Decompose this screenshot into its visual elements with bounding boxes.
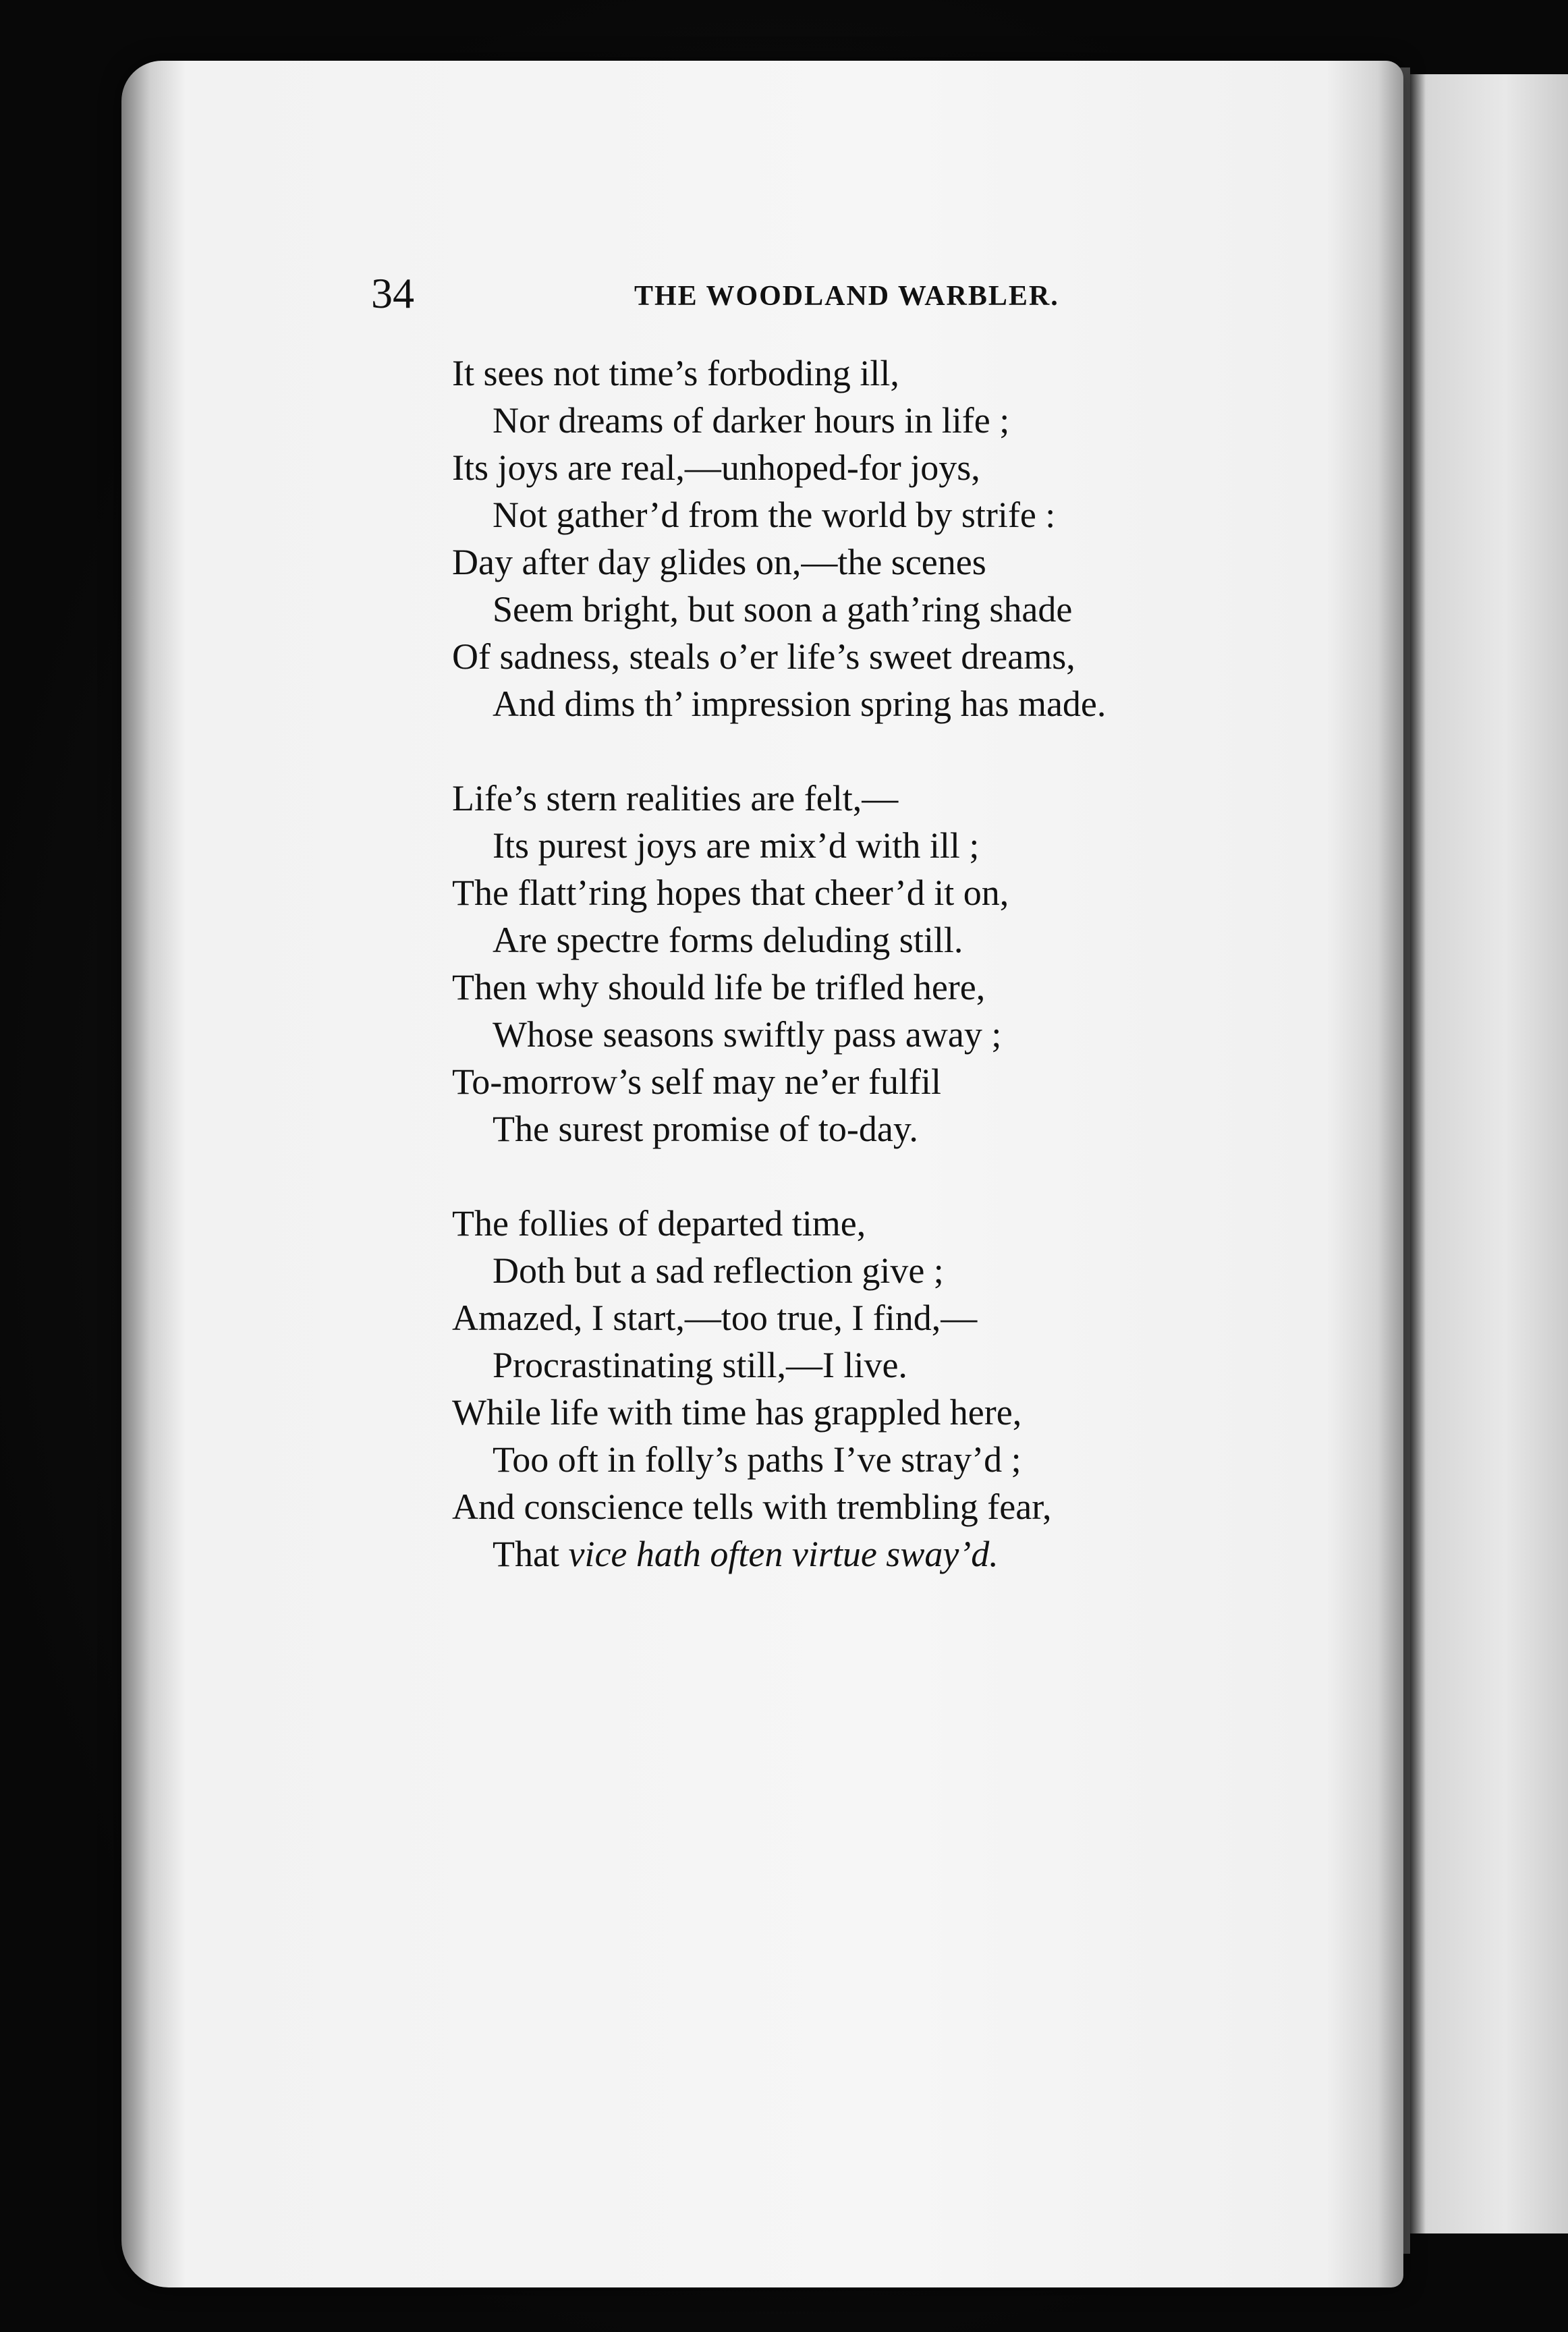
poem-line: Its joys are real,—unhoped-for joys,: [452, 447, 980, 488]
poem-line: Not gather’d from the world by strife :: [493, 495, 1056, 535]
poem-line: Too oft in folly’s paths I’ve stray’d ;: [493, 1439, 1021, 1480]
poem-line: Day after day glides on,—the scenes: [452, 542, 986, 582]
stanza-2: [452, 775, 1302, 1153]
final-line-prefix: That: [493, 1534, 569, 1574]
poem-body: [452, 350, 1302, 1625]
poem-line: And dims th’ impression spring has made.: [493, 684, 1107, 724]
poem-line: The surest promise of to-day.: [493, 1109, 918, 1149]
poem-line: Seem bright, but soon a gath’ring shade: [493, 589, 1073, 630]
page-header: [371, 263, 1174, 324]
poem-line: Life’s stern realities are felt,—: [452, 778, 899, 818]
running-title: THE WOODLAND WARBLER.: [634, 281, 1059, 312]
poem-line: Doth but a sad reflection give ;: [493, 1250, 944, 1291]
poem-line-final: [452, 1530, 1302, 1578]
final-line-italic: vice hath often virtue sway’d.: [568, 1534, 999, 1574]
poem-line: While life with time has grappled here,: [452, 1392, 1022, 1433]
poem-line: It sees not time’s forboding ill,: [452, 353, 899, 393]
poem-line: To-morrow’s self may ne’er fulfil: [452, 1061, 941, 1102]
poem-line: Nor dreams of darker hours in life ;: [493, 400, 1010, 441]
poem-line: Are spectre forms deluding still.: [493, 920, 963, 960]
poem-line: Procrastinating still,—I live.: [493, 1345, 907, 1385]
stanza-3: [452, 1200, 1302, 1578]
stanza-1: [452, 350, 1302, 727]
facing-page-edge: [1410, 74, 1568, 2233]
poem-line: The flatt’ring hopes that cheer’d it on,: [452, 872, 1009, 913]
poem-line: And conscience tells with trembling fear,: [452, 1487, 1052, 1527]
poem-line: Whose seasons swiftly pass away ;: [493, 1014, 1002, 1055]
page-number: 34: [371, 269, 414, 317]
poem-line: The follies of departed time,: [452, 1203, 866, 1244]
poem-line: Of sadness, steals o’er life’s sweet dreams,: [452, 636, 1075, 677]
poem-line: Its purest joys are mix’d with ill ;: [493, 825, 980, 866]
poem-line: Then why should life be trifled here,: [452, 967, 986, 1007]
poem-line: Amazed, I start,—too true, I find,—: [452, 1298, 978, 1338]
